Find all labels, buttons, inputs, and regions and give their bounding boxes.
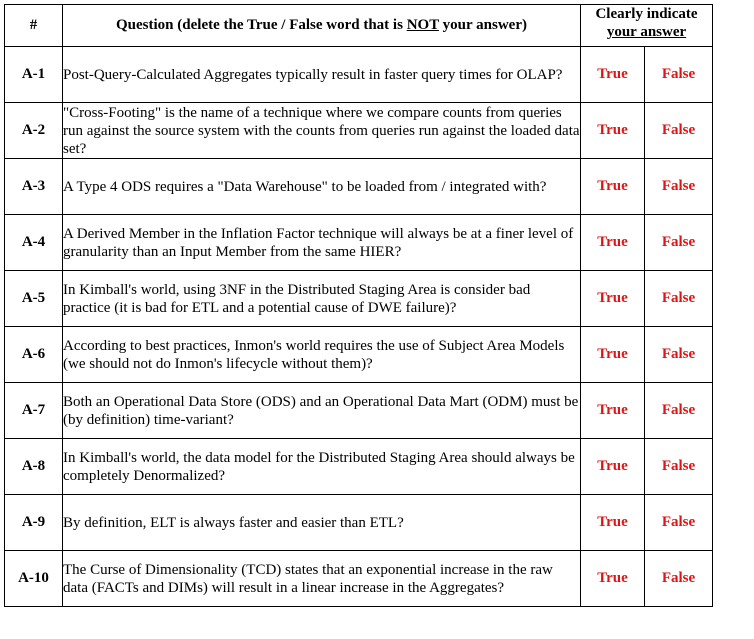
question-text: By definition, ELT is always faster and easier than ETL? (63, 495, 581, 551)
question-row (5, 271, 713, 327)
question-number: A-2 (5, 103, 63, 159)
question-number: A-7 (5, 383, 63, 439)
question-text: In Kimball's world, the data model for the Distributed Staging Area should always be completely Denormalized? (63, 439, 581, 495)
question-text: Both an Operational Data Store (ODS) and an Operational Data Mart (ODM) must be (by definition) time-variant? (63, 383, 581, 439)
question-number: A-5 (5, 271, 63, 327)
question-number: A-10 (5, 551, 63, 607)
question-number: A-4 (5, 215, 63, 271)
question-row (5, 551, 713, 607)
question-row (5, 159, 713, 215)
question-text: A Type 4 ODS requires a "Data Warehouse" to be loaded from / integrated with? (63, 159, 581, 215)
question-text: A Derived Member in the Inflation Factor technique will always be at a finer level of granularity than an Input Member from the same HIER? (63, 215, 581, 271)
question-number: A-1 (5, 47, 63, 103)
question-text: The Curse of Dimensionality (TCD) states that an exponential increase in the raw data (FACTs and DIMs) will result in a linear increase in the Aggregates? (63, 551, 581, 607)
question-row (5, 383, 713, 439)
question-text: In Kimball's world, using 3NF in the Distributed Staging Area is consider bad practice (it is bad for ETL and a potential cause of DWE failure)? (63, 271, 581, 327)
false-option[interactable]: False (645, 103, 713, 159)
true-option[interactable]: True (581, 439, 645, 495)
header-suffix: your answer) (438, 17, 527, 33)
question-text: Post-Query-Calculated Aggregates typically result in faster query times for OLAP? (63, 47, 581, 103)
question-text: According to best practices, Inmon's world requires the use of Subject Area Models (we should not do Inmon's lifecycle without them)? (63, 327, 581, 383)
header-prefix: Question (delete the True / False word that is (116, 17, 407, 33)
true-option[interactable]: True (581, 47, 645, 103)
question-number: A-9 (5, 495, 63, 551)
false-option[interactable]: False (645, 215, 713, 271)
false-option[interactable]: False (645, 439, 713, 495)
true-option[interactable]: True (581, 159, 645, 215)
question-number: A-3 (5, 159, 63, 215)
true-option[interactable]: True (581, 271, 645, 327)
question-row (5, 439, 713, 495)
true-option[interactable]: True (581, 327, 645, 383)
question-rows (5, 47, 713, 607)
header-not-word: NOT (406, 17, 439, 33)
answer-header-line1: Clearly indicate (595, 6, 698, 22)
true-option[interactable]: True (581, 551, 645, 607)
question-row (5, 215, 713, 271)
true-option[interactable]: True (581, 495, 645, 551)
true-option[interactable]: True (581, 383, 645, 439)
true-option[interactable]: True (581, 215, 645, 271)
false-option[interactable]: False (645, 271, 713, 327)
question-number: A-6 (5, 327, 63, 383)
question-number: A-8 (5, 439, 63, 495)
question-text: "Cross-Footing" is the name of a technique where we compare counts from queries run against the source system with the counts from queries run against the loaded data set? (63, 104, 580, 157)
answer-column-header (581, 5, 713, 47)
false-option[interactable]: False (645, 495, 713, 551)
false-option[interactable]: False (645, 327, 713, 383)
false-option[interactable]: False (645, 383, 713, 439)
number-column-header: # (5, 5, 63, 47)
question-row (5, 495, 713, 551)
false-option[interactable]: False (645, 47, 713, 103)
false-option[interactable]: False (645, 551, 713, 607)
question-row (5, 327, 713, 383)
question-column-header (63, 5, 581, 47)
quiz-table (4, 4, 713, 607)
header-row (5, 5, 713, 47)
answer-header-line2: your answer (606, 24, 687, 40)
question-row (5, 103, 713, 159)
true-option[interactable]: True (581, 103, 645, 159)
question-row (5, 47, 713, 103)
false-option[interactable]: False (645, 159, 713, 215)
